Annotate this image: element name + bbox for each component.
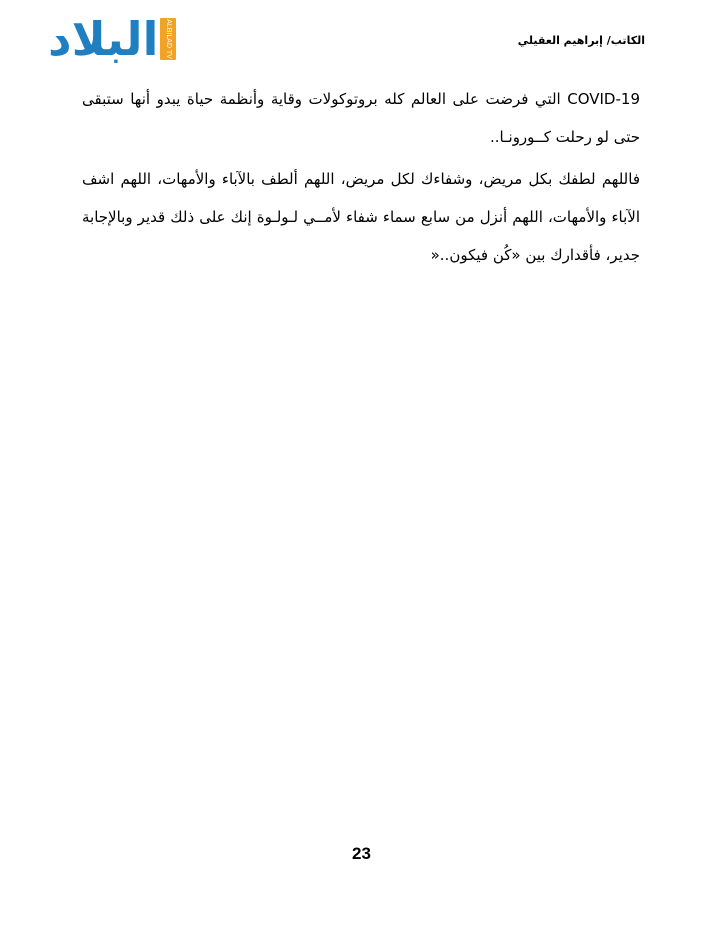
logo-text: البلاد bbox=[48, 12, 159, 66]
albilad-logo bbox=[48, 14, 178, 64]
paragraph: COVID-19 التي فرضت على العالم كله بروتوكولات وقاية وأنظمة حياة يبدو أنها ستبقى حتى لو رحلت كــورونـا.. bbox=[82, 90, 640, 146]
logo-tab-text: ALBILAD TV bbox=[165, 19, 172, 59]
page-header bbox=[0, 0, 723, 80]
paragraph: فاللهم لطفك بكل مريض، وشفاءك لكل مريض، اللهم ألطف بالآباء والأمهات، اللهم اشف الآباء والأمهات، اللهم أنزل من سابع سماء شفاء لأمــي لـولـوة إنك على ذلك قدير وبالإجابة جدير، فأقدارك بين «كُن فيكون..« bbox=[82, 170, 640, 264]
logo-tab bbox=[160, 18, 176, 60]
article-body bbox=[82, 80, 640, 274]
author-name: الكاتب/ إبراهيم العقيلي bbox=[517, 34, 645, 47]
page-number: 23 bbox=[352, 844, 371, 863]
